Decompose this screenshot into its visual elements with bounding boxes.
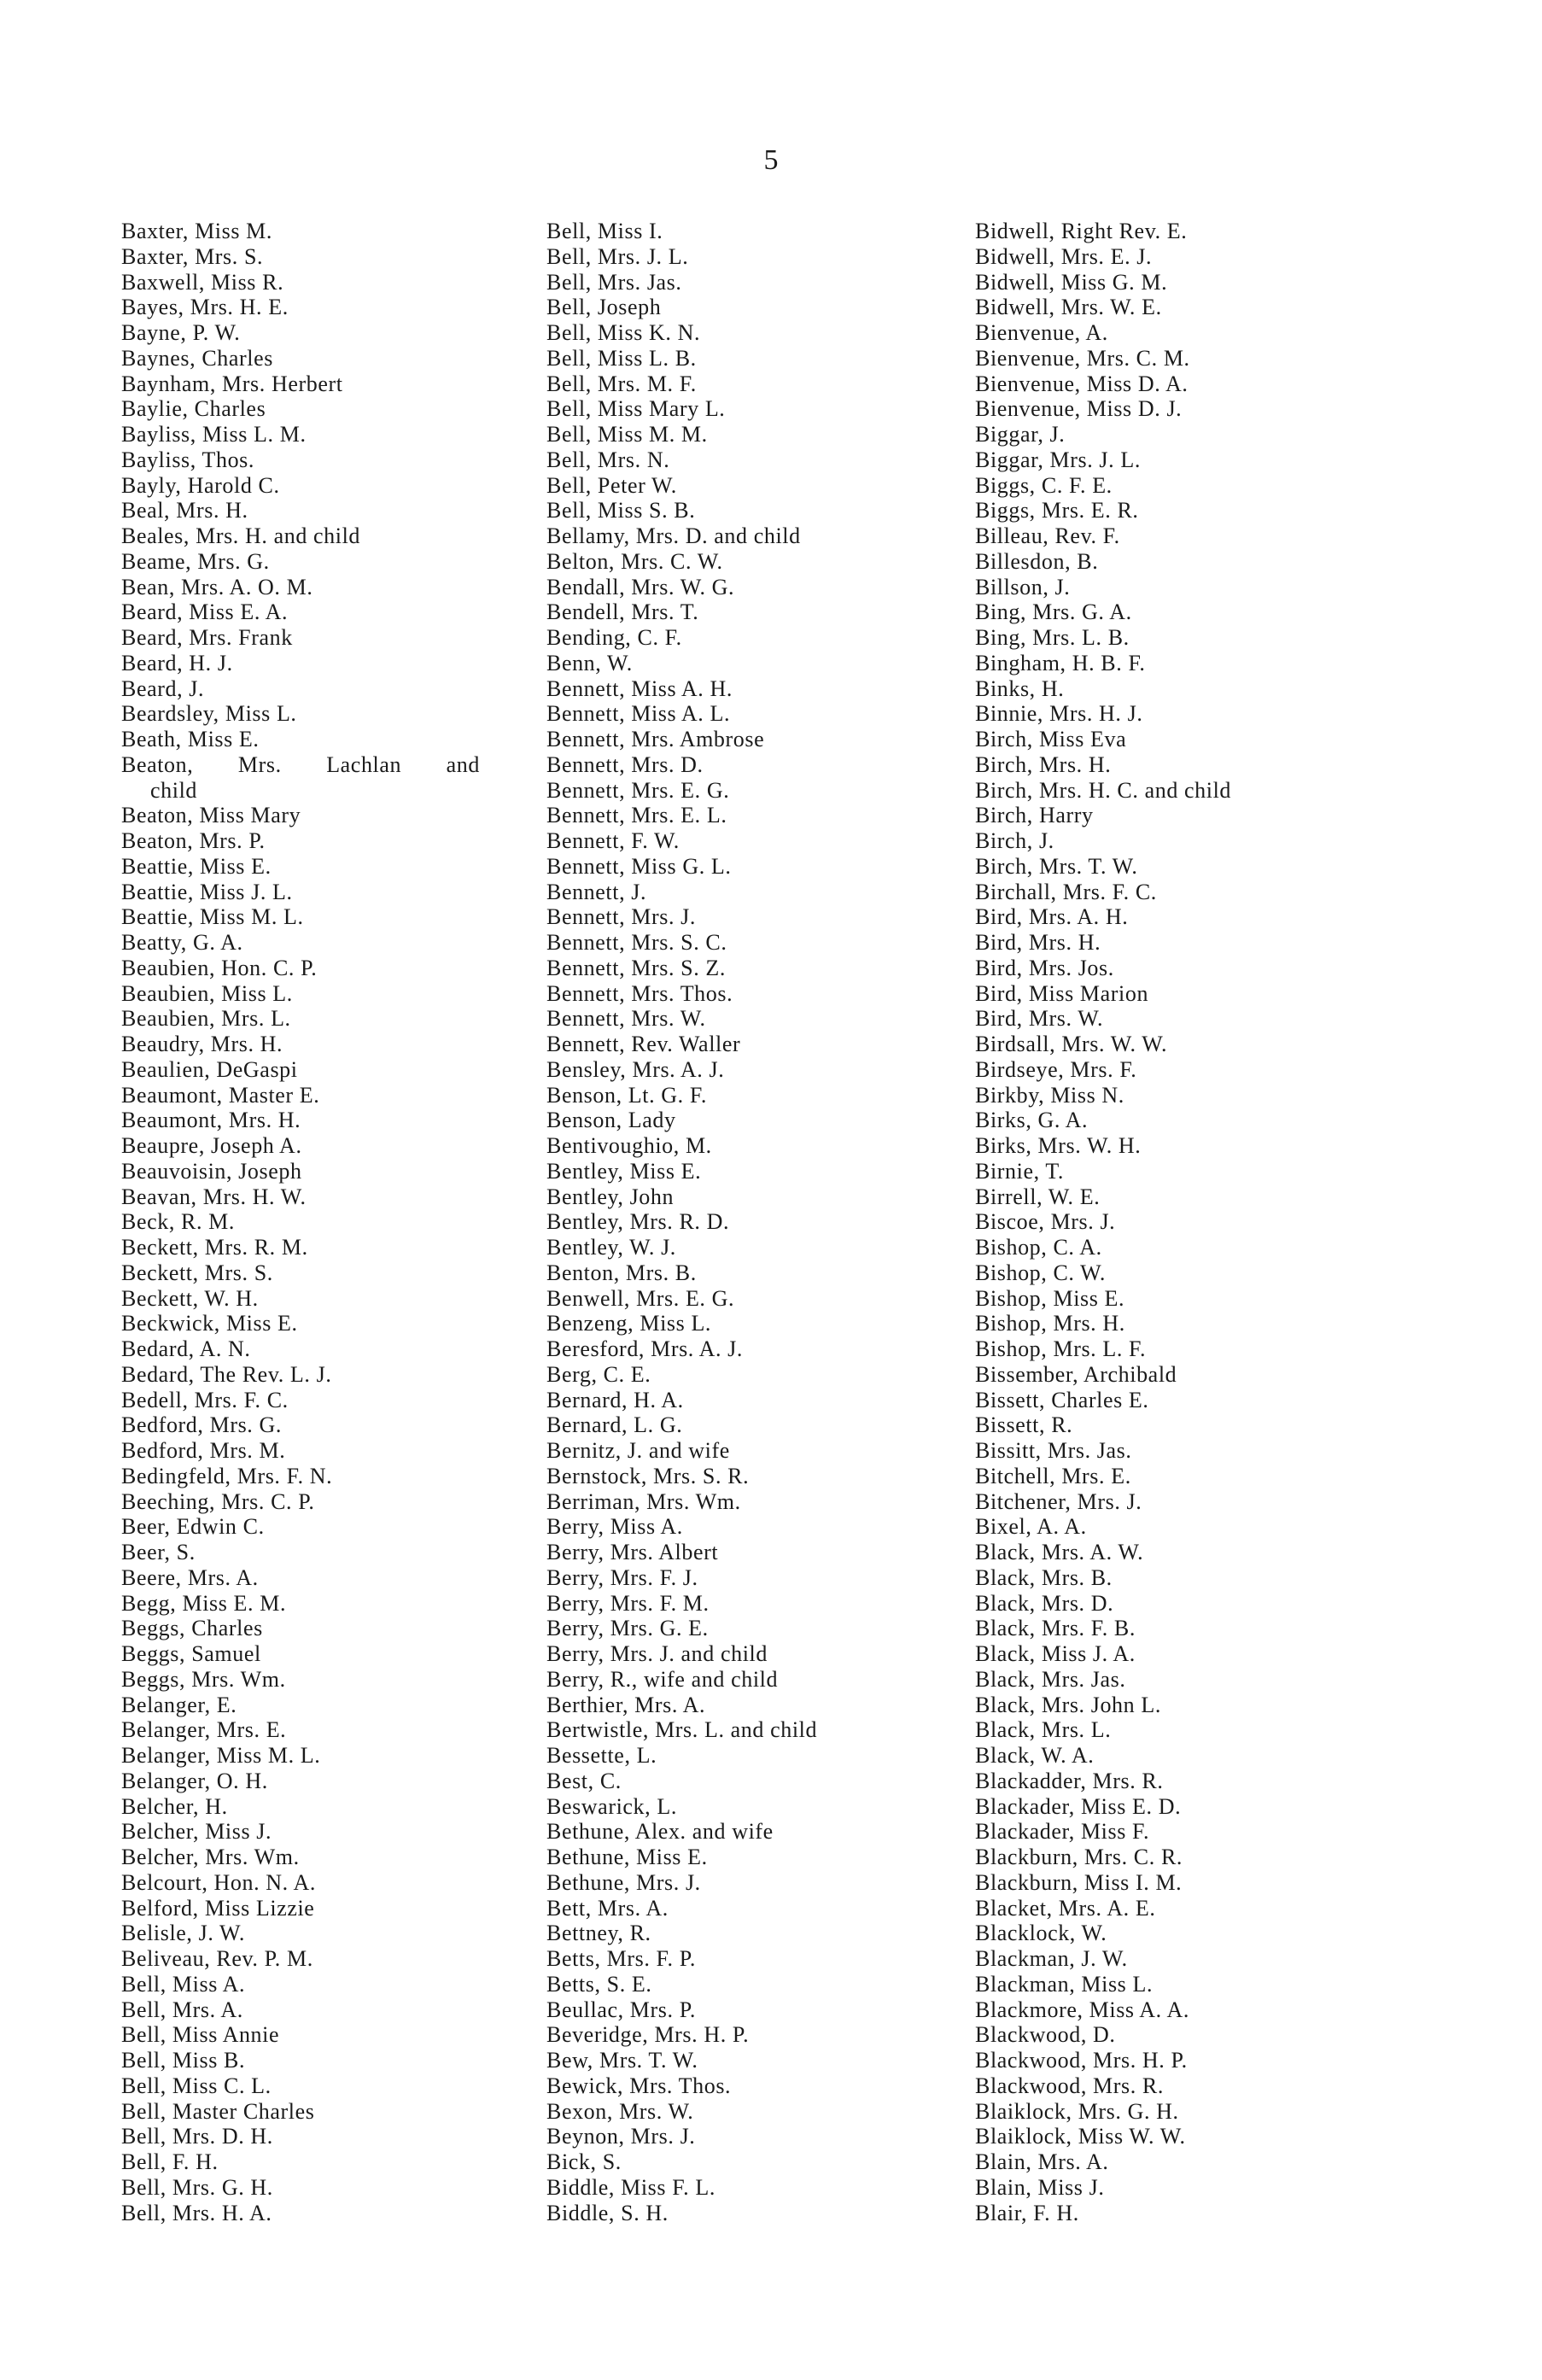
- name-entry: Black, Mrs. D.: [975, 1590, 1114, 1616]
- name-entry: Blackman, J. W.: [975, 1946, 1128, 1971]
- name-entry: Birch, Mrs. T. W.: [975, 853, 1138, 879]
- name-entry: Bell, F. H.: [121, 2149, 219, 2174]
- name-entry: Belford, Miss Lizzie: [121, 1895, 315, 1921]
- name-entry: Betts, S. E.: [546, 1971, 652, 1997]
- name-entry: Blacket, Mrs. A. E.: [975, 1895, 1156, 1921]
- name-entry: Biscoe, Mrs. J.: [975, 1209, 1116, 1235]
- name-entry: Belcher, Miss J.: [121, 1819, 272, 1845]
- name-entry: Blackman, Miss L.: [975, 1971, 1154, 1997]
- name-entry: Bienvenue, A.: [975, 320, 1108, 345]
- name-entry: Blackwood, Mrs. R.: [975, 2073, 1164, 2098]
- name-entry: Birch, J.: [975, 828, 1054, 853]
- name-entry: Bennett, Mrs. S. C.: [546, 930, 727, 955]
- name-entry: child: [150, 777, 197, 803]
- name-entry: Birks, G. A.: [975, 1108, 1089, 1133]
- name-entry: Bishop, C. A.: [975, 1235, 1102, 1260]
- name-entry: Bissett, R.: [975, 1412, 1073, 1438]
- name-entry: Bayne, P. W.: [121, 320, 241, 345]
- name-entry: Beaudry, Mrs. H.: [121, 1032, 283, 1056]
- name-entry: Blair, F. H.: [975, 2200, 1079, 2225]
- name-entry: Bixel, A. A.: [975, 1514, 1087, 1540]
- name-entry: Beeching, Mrs. C. P.: [121, 1488, 315, 1514]
- name-entry: Beckett, W. H.: [121, 1285, 259, 1311]
- name-entry: Bell, Mrs. Jas.: [546, 269, 682, 295]
- name-entry: Black, Mrs. John L.: [975, 1692, 1161, 1717]
- name-entry: Blaiklock, Miss W. W.: [975, 2124, 1186, 2149]
- name-entry: Beauvoisin, Joseph: [121, 1158, 302, 1184]
- name-entry: Birch, Mrs. H.: [975, 751, 1112, 777]
- name-entry: Beveridge, Mrs. H. P.: [546, 2022, 750, 2048]
- name-entry: Benson, Lady: [546, 1108, 676, 1133]
- name-entry: Bentley, John: [546, 1184, 675, 1209]
- name-entry: Beaubien, Hon. C. P.: [121, 955, 318, 980]
- name-entry: Beckett, Mrs. R. M.: [121, 1235, 308, 1260]
- name-entry: Baynham, Mrs. Herbert: [121, 371, 343, 396]
- name-entry: Bennett, Mrs. D.: [546, 751, 704, 777]
- name-entry: Blackadder, Mrs. R.: [975, 1768, 1164, 1793]
- name-entry: Bennett, Rev. Waller: [546, 1032, 741, 1056]
- name-entry: Benson, Lt. G. F.: [546, 1082, 707, 1108]
- name-entry: Bissett, Charles E.: [975, 1387, 1149, 1412]
- name-entry: Bennett, F. W.: [546, 828, 680, 853]
- name-entry: Berry, R., wife and child: [546, 1666, 779, 1692]
- name-entry: Beaton, Mrs. P.: [121, 828, 266, 853]
- name-entry: Black, Miss J. A.: [975, 1641, 1136, 1666]
- name-entry: Beavan, Mrs. H. W.: [121, 1184, 307, 1209]
- name-entry: Bissitt, Mrs. Jas.: [975, 1438, 1132, 1463]
- name-entry: Bennett, Miss A. L.: [546, 701, 731, 727]
- name-entry: Bendall, Mrs. W. G.: [546, 574, 735, 599]
- name-entry: Bishop, Mrs. H.: [975, 1311, 1125, 1336]
- name-entry: Bennett, Miss G. L.: [546, 853, 732, 879]
- name-entry: Bick, S.: [546, 2149, 622, 2174]
- name-entry: Biddle, S. H.: [546, 2200, 669, 2225]
- name-entry: Beardsley, Miss L.: [121, 701, 297, 727]
- name-entry: Baxwell, Miss R.: [121, 269, 284, 295]
- name-entry: Bethune, Alex. and wife: [546, 1819, 774, 1845]
- name-entry: Bennett, Miss A. H.: [546, 675, 733, 701]
- name-entry: Beaupre, Joseph A.: [121, 1133, 302, 1158]
- name-entry: Beaton, Mrs. Lachlan and: [121, 751, 480, 777]
- name-entry: Birrell, W. E.: [975, 1184, 1101, 1209]
- name-entry: Billesdon, B.: [975, 548, 1099, 574]
- name-entry: Biddle, Miss F. L.: [546, 2174, 716, 2200]
- name-entry: Bell, Miss S. B.: [546, 498, 696, 523]
- name-entry: Belisle, J. W.: [121, 1921, 245, 1946]
- name-entry: Bellamy, Mrs. D. and child: [546, 523, 801, 548]
- name-entry: Blain, Mrs. A.: [975, 2149, 1109, 2174]
- name-entry: Bing, Mrs. L. B.: [975, 625, 1130, 650]
- name-entry: Bell, Joseph: [546, 295, 662, 320]
- name-entry: Berry, Mrs. G. E.: [546, 1616, 709, 1641]
- name-entry: Bayly, Harold C.: [121, 472, 280, 498]
- name-entry: Belanger, E.: [121, 1692, 237, 1717]
- name-entry: Birch, Harry: [975, 803, 1094, 828]
- name-entry: Bedford, Mrs. G.: [121, 1412, 282, 1438]
- name-entry: Bell, Miss Mary L.: [546, 396, 726, 422]
- name-entry: Bell, Peter W.: [546, 472, 677, 498]
- name-entry: Blackwood, D.: [975, 2022, 1116, 2048]
- name-entry: Bennett, Mrs. Ambrose: [546, 727, 765, 751]
- name-entry: Best, C.: [546, 1768, 622, 1793]
- name-entry: Birchall, Mrs. F. C.: [975, 879, 1157, 904]
- name-entry: Bell, Miss C. L.: [121, 2073, 272, 2098]
- name-entry: Belcher, Mrs. Wm.: [121, 1845, 300, 1869]
- name-entry: Beliveau, Rev. P. M.: [121, 1946, 313, 1971]
- name-entry: Beer, S.: [121, 1540, 196, 1564]
- name-entry: Benton, Mrs. B.: [546, 1260, 697, 1285]
- name-entry: Beresford, Mrs. A. J.: [546, 1336, 743, 1361]
- name-entry: Beard, J.: [121, 675, 205, 701]
- name-entry: Bienvenue, Miss D. A.: [975, 371, 1189, 396]
- name-entry: Bean, Mrs. A. O. M.: [121, 574, 313, 599]
- name-entry: Bertwistle, Mrs. L. and child: [546, 1717, 818, 1743]
- name-entry: Beck, R. M.: [121, 1209, 235, 1235]
- name-entry: Berry, Miss A.: [546, 1514, 683, 1540]
- name-entry: Beggs, Samuel: [121, 1641, 261, 1666]
- name-entry: Biggs, Mrs. E. R.: [975, 498, 1139, 523]
- name-entry: Blackader, Miss E. D.: [975, 1793, 1182, 1819]
- name-entry: Bitchener, Mrs. J.: [975, 1488, 1142, 1514]
- name-entry: Bell, Mrs. M. F.: [546, 371, 697, 396]
- name-entry: Biggs, C. F. E.: [975, 472, 1113, 498]
- name-entry: Bennett, Mrs. W.: [546, 1006, 706, 1032]
- name-entry: Birdsall, Mrs. W. W.: [975, 1032, 1168, 1056]
- name-entry: Bentley, Mrs. R. D.: [546, 1209, 730, 1235]
- name-entry: Bedard, The Rev. L. J.: [121, 1361, 332, 1387]
- name-entry: Black, Mrs. A. W.: [975, 1540, 1144, 1564]
- name-entry: Binnie, Mrs. H. J.: [975, 701, 1143, 727]
- name-entry: Blackburn, Miss I. M.: [975, 1869, 1183, 1895]
- name-entry: Binks, H.: [975, 675, 1065, 701]
- name-entry: Bedell, Mrs. F. C.: [121, 1387, 289, 1412]
- name-entry: Black, Mrs. L.: [975, 1717, 1112, 1743]
- name-entry: Beal, Mrs. H.: [121, 498, 248, 523]
- name-entry: Bienvenue, Miss D. J.: [975, 396, 1183, 422]
- name-entry: Bennett, Mrs. E. G.: [546, 777, 730, 803]
- name-entry: Bishop, Miss E.: [975, 1285, 1125, 1311]
- name-entry: Bennett, Mrs. Thos.: [546, 980, 733, 1006]
- name-entry: Bing, Mrs. G. A.: [975, 599, 1132, 625]
- name-entry: Bell, Mrs. G. H.: [121, 2174, 273, 2200]
- name-entry: Bentley, W. J.: [546, 1235, 676, 1260]
- name-entry: Bett, Mrs. A.: [546, 1895, 669, 1921]
- name-entry: Bell, Mrs. J. L.: [546, 243, 689, 269]
- name-entry: Biggar, Mrs. J. L.: [975, 447, 1141, 472]
- name-entry: Bensley, Mrs. A. J.: [546, 1056, 725, 1082]
- name-entry: Baylie, Charles: [121, 396, 266, 422]
- name-entry: Bedingfeld, Mrs. F. N.: [121, 1463, 333, 1488]
- name-entry: Bird, Mrs. H.: [975, 930, 1101, 955]
- name-entry: Beaulien, DeGaspi: [121, 1056, 298, 1082]
- name-entry: Bedard, A. N.: [121, 1336, 251, 1361]
- name-entry: Bell, Miss L. B.: [546, 345, 697, 371]
- name-entry: Benwell, Mrs. E. G.: [546, 1285, 735, 1311]
- name-entry: Belanger, Miss M. L.: [121, 1743, 321, 1768]
- name-entry: Berriman, Mrs. Wm.: [546, 1488, 741, 1514]
- name-entry: Bew, Mrs. T. W.: [546, 2048, 698, 2073]
- name-entry: Beard, Mrs. Frank: [121, 625, 293, 650]
- name-entry: Bethune, Miss E.: [546, 1845, 708, 1869]
- name-entry: Beynon, Mrs. J.: [546, 2124, 696, 2149]
- name-entry: Beaumont, Mrs. H.: [121, 1108, 301, 1133]
- page-number: 5: [763, 144, 779, 176]
- name-entry: Bernitz, J. and wife: [546, 1438, 730, 1463]
- name-entry: Bennett, Mrs. E. L.: [546, 803, 727, 828]
- name-entry: Baynes, Charles: [121, 345, 273, 371]
- name-entry: Bernard, L. G.: [546, 1412, 683, 1438]
- name-entry: Beckett, Mrs. S.: [121, 1260, 273, 1285]
- name-entry: Bishop, Mrs. L. F.: [975, 1336, 1147, 1361]
- name-entry: Berthier, Mrs. A.: [546, 1692, 706, 1717]
- name-entry: Bird, Miss Marion: [975, 980, 1149, 1006]
- name-entry: Beaubien, Miss L.: [121, 980, 293, 1006]
- name-entry: Belanger, Mrs. E.: [121, 1717, 287, 1743]
- name-entry: Beere, Mrs. A.: [121, 1564, 259, 1590]
- name-entry: Beckwick, Miss E.: [121, 1311, 298, 1336]
- name-entry: Berry, Mrs. Albert: [546, 1540, 719, 1564]
- name-entry: Beard, H. J.: [121, 650, 233, 675]
- name-entry: Bettney, R.: [546, 1921, 651, 1946]
- name-entry: Berry, Mrs. F. J.: [546, 1564, 698, 1590]
- name-entry: Bishop, C. W.: [975, 1260, 1107, 1285]
- name-entry: Beattie, Miss M. L.: [121, 904, 304, 930]
- name-entry: Bell, Miss M. M.: [546, 422, 708, 447]
- name-entry: Blacklock, W.: [975, 1921, 1107, 1946]
- name-entry: Berg, C. E.: [546, 1361, 651, 1387]
- name-entry: Berry, Mrs. J. and child: [546, 1641, 768, 1666]
- name-column-1: [121, 219, 548, 2225]
- name-entry: Bidwell, Right Rev. E.: [975, 219, 1188, 243]
- name-entry: Bernard, H. A.: [546, 1387, 684, 1412]
- name-entry: Black, Mrs. F. B.: [975, 1616, 1136, 1641]
- name-entry: Bell, Miss Annie: [121, 2022, 280, 2048]
- name-entry: Black, Mrs. B.: [975, 1564, 1113, 1590]
- name-entry: Belcher, H.: [121, 1793, 228, 1819]
- name-entry: Benzeng, Miss L.: [546, 1311, 712, 1336]
- name-entry: Beggs, Charles: [121, 1616, 263, 1641]
- name-entry: Belcourt, Hon. N. A.: [121, 1869, 316, 1895]
- name-entry: Bending, C. F.: [546, 625, 682, 650]
- name-entry: Black, Mrs. Jas.: [975, 1666, 1126, 1692]
- name-entry: Bitchell, Mrs. E.: [975, 1463, 1131, 1488]
- name-column-3: [975, 219, 1419, 2225]
- name-entry: Bird, Mrs. A. H.: [975, 904, 1129, 930]
- name-entry: Birks, Mrs. W. H.: [975, 1133, 1142, 1158]
- name-entry: Bell, Miss K. N.: [546, 320, 701, 345]
- name-entry: Bidwell, Mrs. W. E.: [975, 295, 1162, 320]
- name-entry: Begg, Miss E. M.: [121, 1590, 287, 1616]
- name-entry: Bendell, Mrs. T.: [546, 599, 699, 625]
- name-entry: Berry, Mrs. F. M.: [546, 1590, 710, 1616]
- name-entry: Blain, Miss J.: [975, 2174, 1105, 2200]
- name-entry: Bird, Mrs. W.: [975, 1006, 1104, 1032]
- name-entry: Bell, Miss I.: [546, 219, 663, 243]
- name-entry: Bennett, Mrs. S. Z.: [546, 955, 727, 980]
- name-entry: Biggar, J.: [975, 422, 1066, 447]
- name-entry: Bissember, Archibald: [975, 1361, 1177, 1387]
- name-entry: Beaumont, Master E.: [121, 1082, 320, 1108]
- name-entry: Bidwell, Mrs. E. J.: [975, 243, 1153, 269]
- name-entry: Bethune, Mrs. J.: [546, 1869, 701, 1895]
- name-entry: Bessette, L.: [546, 1743, 657, 1768]
- name-entry: Beggs, Mrs. Wm.: [121, 1666, 286, 1692]
- name-entry: Birnie, T.: [975, 1158, 1064, 1184]
- name-entry: Beame, Mrs. G.: [121, 548, 270, 574]
- name-entry: Beales, Mrs. H. and child: [121, 523, 361, 548]
- name-entry: Bayliss, Thos.: [121, 447, 254, 472]
- name-entry: Bernstock, Mrs. S. R.: [546, 1463, 750, 1488]
- name-entry: Birch, Miss Eva: [975, 727, 1127, 751]
- name-entry: Benn, W.: [546, 650, 633, 675]
- name-entry: Blackwood, Mrs. H. P.: [975, 2048, 1188, 2073]
- name-entry: Bell, Mrs. N.: [546, 447, 670, 472]
- name-entry: Bell, Mrs. D. H.: [121, 2124, 273, 2149]
- name-entry: Birdseye, Mrs. F.: [975, 1056, 1137, 1082]
- name-column-2: [546, 219, 948, 2225]
- name-entry: Blaiklock, Mrs. G. H.: [975, 2098, 1179, 2124]
- name-entry: Blackader, Miss F.: [975, 1819, 1150, 1845]
- name-entry: Birch, Mrs. H. C. and child: [975, 777, 1232, 803]
- name-entry: Baxter, Miss M.: [121, 219, 272, 243]
- name-entry: Blackburn, Mrs. C. R.: [975, 1845, 1183, 1869]
- name-entry: Bentivoughio, M.: [546, 1133, 712, 1158]
- name-entry: Bexon, Mrs. W.: [546, 2098, 694, 2124]
- name-entry: Beattie, Miss J. L.: [121, 879, 293, 904]
- name-entry: Bentley, Miss E.: [546, 1158, 702, 1184]
- name-entry: Bayliss, Miss L. M.: [121, 422, 307, 447]
- name-entry: Bienvenue, Mrs. C. M.: [975, 345, 1190, 371]
- name-entry: Birkby, Miss N.: [975, 1082, 1124, 1108]
- name-entry: Bewick, Mrs. Thos.: [546, 2073, 732, 2098]
- name-entry: Bingham, H. B. F.: [975, 650, 1146, 675]
- name-entry: Beattie, Miss E.: [121, 853, 272, 879]
- name-entry: Beath, Miss E.: [121, 727, 260, 751]
- name-entry: Bell, Mrs. A.: [121, 1997, 243, 2022]
- name-entry: Belton, Mrs. C. W.: [546, 548, 723, 574]
- name-entry: Bidwell, Miss G. M.: [975, 269, 1168, 295]
- name-entry: Bayes, Mrs. H. E.: [121, 295, 289, 320]
- name-entry: Beard, Miss E. A.: [121, 599, 289, 625]
- name-entry: Beaubien, Mrs. L.: [121, 1006, 291, 1032]
- name-entry: Beullac, Mrs. P.: [546, 1997, 696, 2022]
- name-entry: Bell, Mrs. H. A.: [121, 2200, 272, 2225]
- name-entry: Bennett, J.: [546, 879, 647, 904]
- name-entry: Beswarick, L.: [546, 1793, 677, 1819]
- name-entry: Bell, Miss B.: [121, 2048, 246, 2073]
- name-entry: Bell, Master Charles: [121, 2098, 315, 2124]
- name-entry: Belanger, O. H.: [121, 1768, 268, 1793]
- name-entry: Beer, Edwin C.: [121, 1514, 265, 1540]
- name-entry: Baxter, Mrs. S.: [121, 243, 264, 269]
- name-entry: Black, W. A.: [975, 1743, 1095, 1768]
- name-entry: Blackmore, Miss A. A.: [975, 1997, 1189, 2022]
- name-entry: Billson, J.: [975, 574, 1071, 599]
- name-entry: Betts, Mrs. F. P.: [546, 1946, 696, 1971]
- name-entry: Bedford, Mrs. M.: [121, 1438, 286, 1463]
- name-entry: Beaton, Miss Mary: [121, 803, 301, 828]
- name-entry: Bird, Mrs. Jos.: [975, 955, 1114, 980]
- name-entry: Beatty, G. A.: [121, 930, 243, 955]
- name-entry: Billeau, Rev. F.: [975, 523, 1120, 548]
- name-entry: Bennett, Mrs. J.: [546, 904, 696, 930]
- name-entry: Bell, Miss A.: [121, 1971, 246, 1997]
